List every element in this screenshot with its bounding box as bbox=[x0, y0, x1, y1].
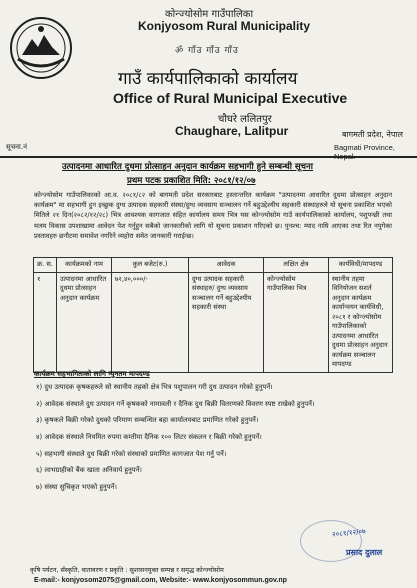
table-row bbox=[34, 272, 393, 372]
municipality-emblem-icon bbox=[8, 15, 74, 81]
cell-area: कोन्ज्योसोम गाउँपालिका भित्र bbox=[264, 272, 329, 372]
notice-publish-date: प्रथम पटक प्रकाशित मिति: २०८१/१२/०७ bbox=[127, 176, 256, 186]
cell-applicant: दुग्ध उत्पादक सहकारी संस्थाहरु/ दुग्ध व्यवसाय सञ्चालन गर्ने बहुउद्देश्यीय सहकारी संस्था bbox=[189, 272, 264, 372]
col-header-sn: क्र. स. bbox=[34, 258, 57, 273]
list-item: १) दुध उत्पादक कृषकहरुले सो स्थानीय तहको क्षेत्र भित्र पशुपालन गरी दुध उत्पादन गरेको हुनुपर्ने। bbox=[36, 383, 273, 391]
program-table bbox=[33, 257, 393, 373]
header-en-place: Chaughare, Lalitpur bbox=[175, 124, 289, 138]
header-en-office: Office of Rural Municipal Executive bbox=[113, 90, 348, 106]
col-header-budget: कुल बजेट(रु.) bbox=[112, 258, 189, 273]
header-np-place: चौघरे ललितपुर bbox=[218, 114, 272, 125]
province-np: बागमती प्रदेश, नेपाल bbox=[342, 130, 403, 139]
col-header-program: कार्यक्रमको नाम bbox=[57, 258, 112, 273]
header-divider bbox=[0, 156, 417, 158]
col-header-area: लक्षित क्षेत्र bbox=[264, 258, 329, 273]
footer-contact: E-mail:- konjyosom2075@gmail.com, Website:- www.konjyosommun.gov.np bbox=[34, 577, 287, 584]
list-item: ६) लाभग्राहीको बैंक खाता अनिवार्य हुनुपर्ने। bbox=[36, 466, 142, 475]
list-item: ४) आवेदक संस्थाले नियमित रुपमा कम्तीमा दैनिक १०० लिटर संकलन र बिक्री गरेको हुनुपर्ने। bbox=[36, 433, 262, 442]
cell-program: उत्पादनमा आधारित दुधमा प्रोत्साहन अनुदान कार्यक्रम bbox=[57, 272, 112, 372]
cell-procedure: स्थानीय तहमा विनियोजन सशर्त अनुदान कार्यक्रम कार्यान्वयन कार्यविधी, २०८१ र कोन्ज्योसोम गाउँपालिकाको उत्पादनमा आधारित दुधमा प्रोत्साहन अनुदान कार्यक्रम सञ्चालन मापदण्ड bbox=[329, 272, 393, 372]
list-item: ७) संस्था सुचिकृत भएको हुनुपर्ने। bbox=[36, 483, 117, 492]
footer-slogan: कृषि पर्यटन, सँस्कृति, वातावरण र प्रकृति : सुशासनयुक्त सम्पन्न र समृद्ध कोन्ज्योसोम bbox=[30, 566, 224, 574]
col-header-procedure: कार्यविधी/मापदण्ड bbox=[329, 258, 393, 273]
signature-date: २०८१/१२/०७ bbox=[331, 527, 367, 539]
list-item: ३) कृषकले बिक्री गरेको दुधको परिमाण सम्बन्धित बहा कार्यालयबाट प्रमाणित गरेको हुनुपर्ने। bbox=[36, 416, 259, 425]
table-header-row bbox=[34, 258, 393, 273]
list-item: ५) सहभागी संस्थाले दुध बिक्री गरेको संस्थाको प्रमाणित कागजात पेश गर्नु पर्ने। bbox=[36, 449, 227, 458]
criteria-heading: कार्यक्रम सहभागिताको लागि न्युनतम मापदण्ड bbox=[34, 370, 150, 378]
notice-title: उत्पादनमा आधारित दुधमा प्रोत्साहन अनुदान कार्यक्रम सहभागी हुने सम्बन्धी सूचना bbox=[62, 162, 313, 172]
header-np-name: कोन्ज्योसोम गाउँपालिका bbox=[165, 9, 254, 20]
province-en: Bagmati Province, bbox=[334, 143, 395, 152]
cell-budget: ७२,४०,०००/- bbox=[112, 272, 189, 372]
notice-paragraph: कोन्ज्योसोम गाउँपालिकाको आ.व. २०८१/८२ को बागमती प्रदेश सरकारबाट हस्तान्तरित कार्यक्रम "उत्पादनमा आधारित दुधमा प्रोत्साहन अनुदान कार्यक्रम" मा सहभागी हुन इच्छुक दुग्ध उत्पादक सहकारी संस्था/दुग्ध व्यवसाय सञ्चालन गर्ने बहुउद्देश्यीय सहकारी संस्थाहरुले यो सूचना प्रकाशित भएको मितिले २१ दिन(२०८२/१२/२८) भित्र आवश्यक कागजात सहित कार्यालय समय भित्र यस कोन्ज्योसोम गाउँ कार्यपालिकाको कार्यालय, पशुपन्छी तथा मत्स्य विकास उपशाखामा आवेदन पेश गर्नुहुन सबैको जानकारीको लागि यो सूचना प्रकाशन गरिएको छ। पुनश्च: म्याद नाघि आएका तथा रित नपुगेका प्रस्तावहरु छनौटमा समावेश नगरिने व्यहोरा समेत जानकारी गराईन्छ। bbox=[34, 191, 392, 240]
reference-label: सूचना.नं bbox=[6, 143, 27, 151]
header-logo-strip: ॐ गाँउ गाँउ गाँउ bbox=[175, 46, 239, 56]
header-np-office: गाउँ कार्यपालिकाको कार्यालय bbox=[118, 69, 298, 89]
list-item: २) आवेदक संस्थाले दुध उत्पादन गर्ने कृषकको नामावली र दैनिक दुध बिक्री वितरणको विवरण स्पष्ट राखेको हुनुपर्ने। bbox=[36, 399, 315, 408]
signatory-name: प्रसाद दुलाल bbox=[346, 548, 383, 557]
col-header-applicant: आवेदक bbox=[189, 258, 264, 273]
cell-sn: १ bbox=[34, 272, 57, 372]
criteria-list bbox=[36, 383, 396, 500]
header-en-name: Konjyosom Rural Municipality bbox=[138, 19, 311, 33]
